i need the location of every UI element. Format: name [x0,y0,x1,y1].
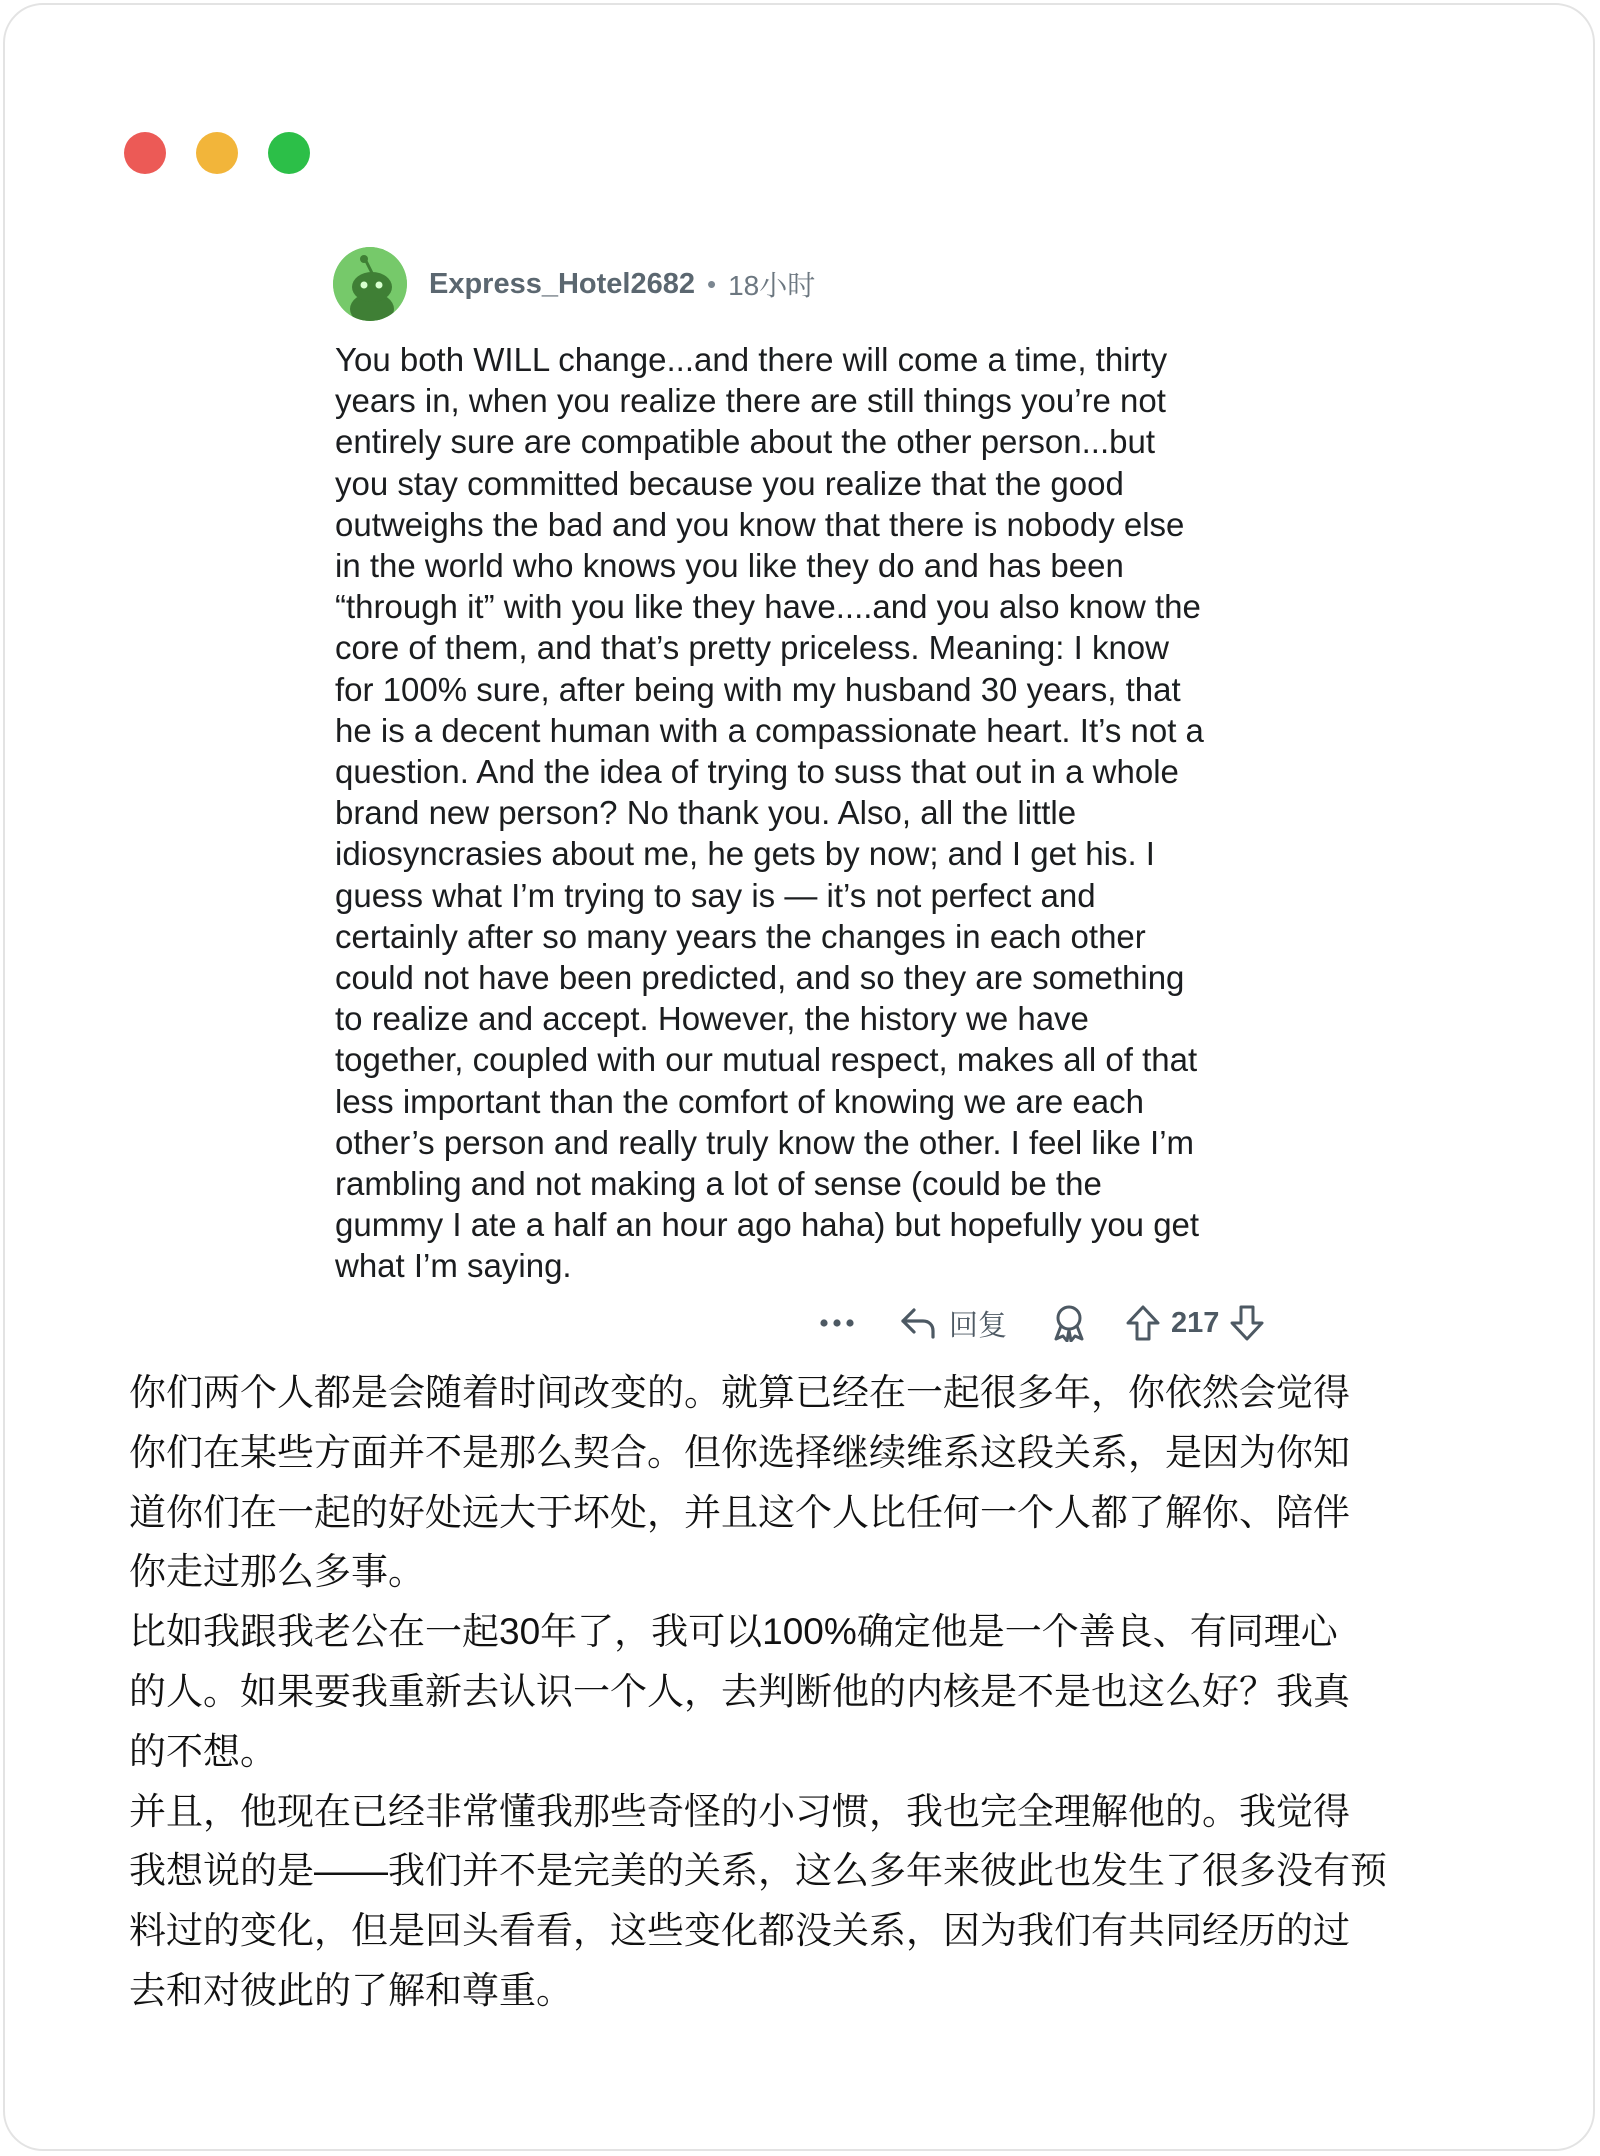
comment-line: guess what I’m trying to say is — it’s not perfect and [335,876,1096,914]
comment-body [335,339,1285,1287]
reply-arrow-icon [899,1306,937,1340]
translation-line: 比如我跟我老公在一起30年了，我可以100%确定他是一个善良、有同理心 [129,1611,1338,1653]
comment-username[interactable]: Express_Hotel2682 [429,267,695,300]
comment-line: what I’m saying. [335,1247,572,1285]
meta-separator: • [707,268,717,299]
comment-line: idiosyncrasies about me, he gets by now; and I get his. I [335,835,1155,873]
comment-line: together, coupled with our mutual respect, makes all of that [335,1041,1198,1079]
translation-line: 的人。如果要我重新去认识一个人，去判断他的内核是不是也这么好？我真 [129,1670,1350,1712]
comment-header [333,247,815,321]
vote-control [1125,1304,1265,1342]
ellipsis-icon [819,1318,855,1328]
comment-line: years in, when you realize there are still things you’re not [335,382,1166,420]
comment-line: core of them, and that’s pretty priceless. Meaning: I know [335,629,1169,667]
screenshot-card [3,3,1595,2151]
award-button[interactable] [1047,1301,1091,1345]
comment-timestamp: 18小时 [728,270,816,301]
translation-line: 你们在某些方面并不是那么契合。但你选择继续维系这段关系，是因为你知 [129,1431,1350,1473]
avatar[interactable] [333,247,407,321]
translation-line: 你走过那么多事。 [129,1551,425,1593]
more-options-button[interactable] [815,1301,859,1345]
comment-line: could not have been predicted, and so they are something [335,959,1185,997]
comment-line: he is a decent human with a compassionate heart. It’s not a [335,711,1204,749]
comment-line: certainly after so many years the changes in each other [335,917,1146,955]
reply-label: 回复 [949,1309,1008,1342]
comment-line: for 100% sure, after being with my husband 30 years, that [335,670,1181,708]
comment-line: to realize and accept. However, the history we have [335,1000,1089,1038]
vote-count: 217 [1171,1306,1220,1339]
comment-line: less important than the comfort of knowing we are each [335,1082,1144,1120]
translation-line: 你们两个人都是会随着时间改变的。就算已经在一起很多年，你依然会觉得 [129,1372,1350,1413]
comment-line: entirely sure are compatible about the other person...but [335,423,1155,461]
translation-line: 的不想。 [129,1730,277,1772]
comment-line: brand new person? No thank you. Also, all the little [335,794,1077,832]
comment-line: gummy I ate a half an hour ago haha) but hopefully you get [335,1206,1200,1244]
comment-action-bar [815,1301,1265,1345]
chinese-translation [129,1363,1499,2021]
comment-line: rambling and not making a lot of sense (could be the [335,1165,1102,1203]
snoo-avatar-icon [333,247,407,321]
window-maximize-dot[interactable] [268,132,310,174]
reply-button[interactable] [899,1303,1007,1344]
window-close-dot[interactable] [124,132,166,174]
window-minimize-dot[interactable] [196,132,238,174]
upvote-arrow-icon[interactable] [1125,1304,1161,1342]
comment-line: other’s person and really truly know the other. I feel like I’m [335,1123,1195,1161]
comment-line: you stay committed because you realize that the good [335,464,1124,502]
translation-line: 道你们在一起的好处远大于坏处，并且这个人比任何一个人都了解你、陪伴 [129,1491,1350,1533]
translation-line: 我想说的是——我们并不是完美的关系，这么多年来彼此也发生了很多没有预 [129,1850,1387,1892]
translation-line: 并且，他现在已经非常懂我那些奇怪的小习惯，我也完全理解他的。我觉得 [129,1790,1350,1832]
comment-line: You both WILL change...and there will come a time, thirty [335,341,1168,378]
comment-line: outweighs the bad and you know that there is nobody else [335,505,1185,543]
translation-line: 料过的变化，但是回头看看，这些变化都没关系，因为我们有共同经历的过 [129,1910,1350,1952]
comment-line: “through it” with you like they have....and you also know the [335,588,1201,626]
translation-line: 去和对彼此的了解和尊重。 [129,1969,573,2011]
comment-line: in the world who knows you like they do and has been [335,547,1124,585]
comment-line: question. And the idea of trying to suss that out in a whole [335,753,1179,791]
downvote-arrow-icon[interactable] [1229,1304,1265,1342]
award-icon [1051,1304,1087,1342]
